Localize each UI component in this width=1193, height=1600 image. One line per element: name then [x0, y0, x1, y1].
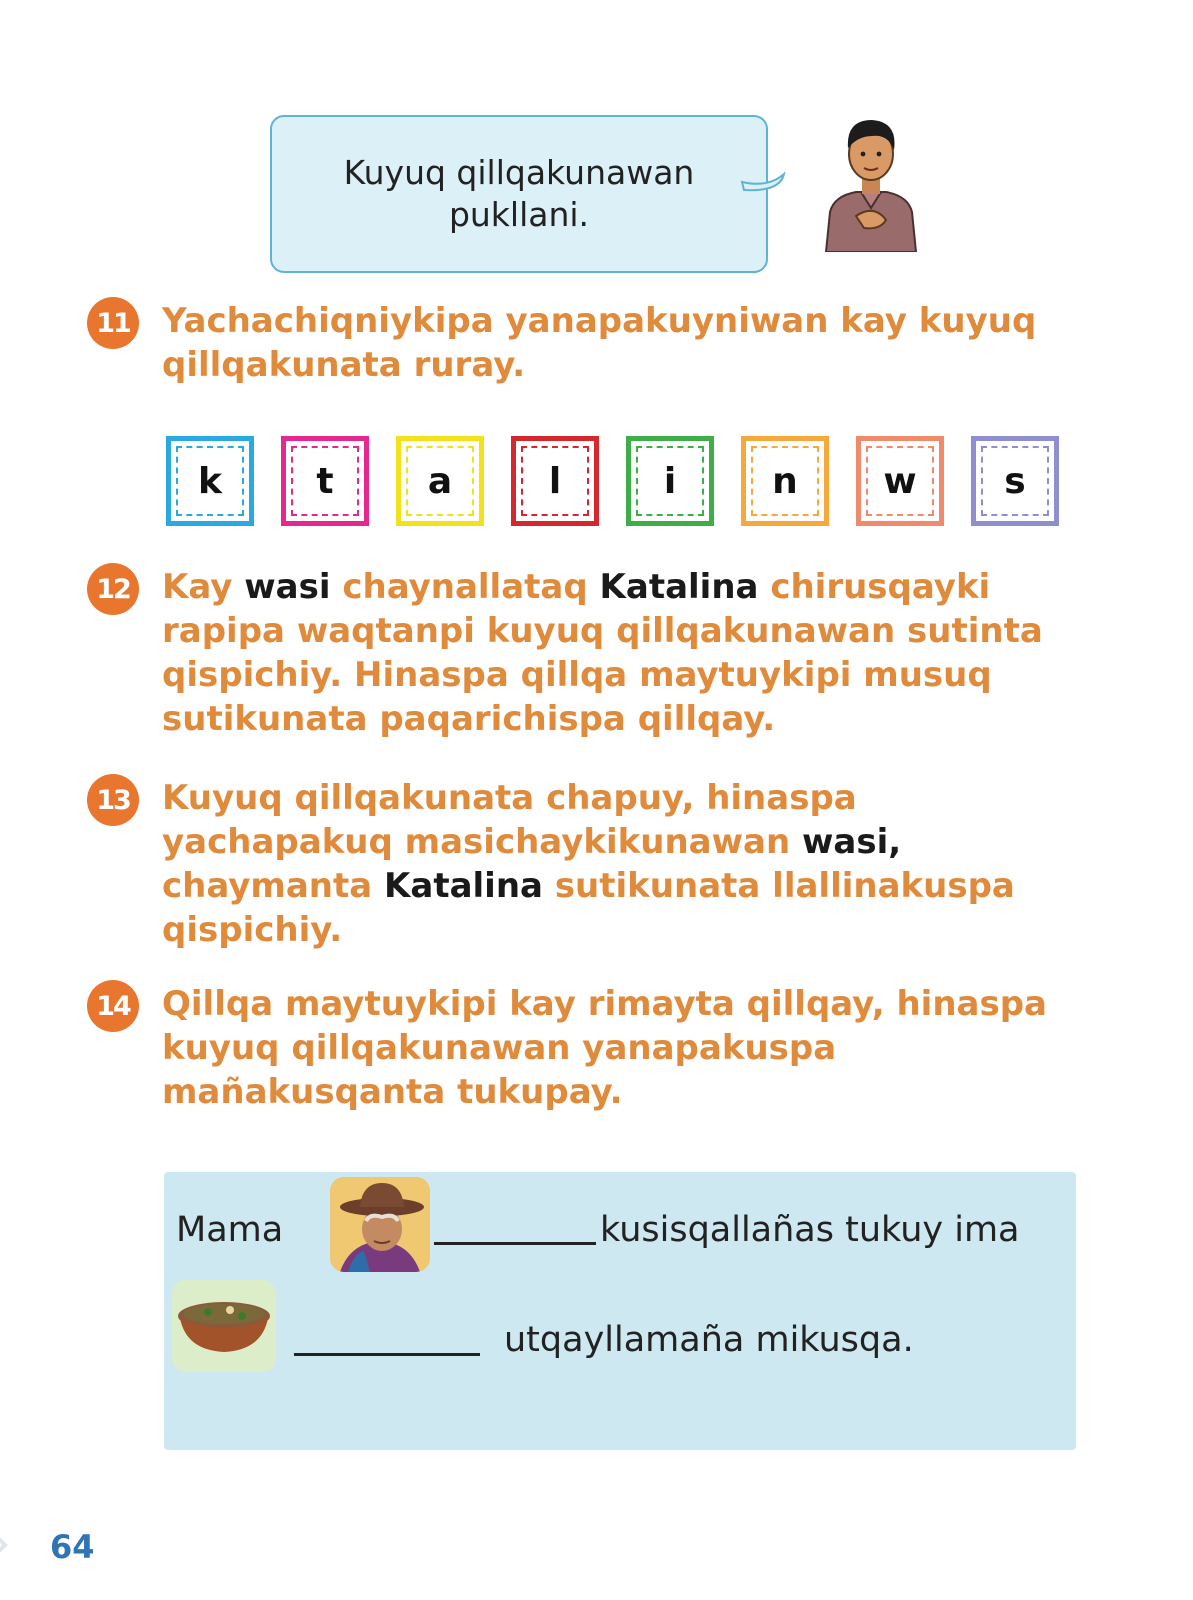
exercise-number-badge: 13 [87, 774, 139, 826]
instruction-text: chaymanta [162, 866, 385, 906]
letter-card-letter: k [198, 460, 222, 502]
letter-card [741, 436, 829, 526]
instruction-text: Kay [162, 567, 245, 607]
letter-card-letter: t [316, 460, 334, 502]
answer-blank-1[interactable] [434, 1242, 596, 1245]
soup-bowl-icon [172, 1280, 276, 1372]
exercise-14-instruction [162, 982, 1062, 1114]
exercise-number-badge: 14 [87, 980, 139, 1032]
sentence-after-blank1: kusisqallañas tukuy ima [600, 1210, 1020, 1250]
bubble-line-2: pukllani. [448, 195, 590, 234]
letter-card-letter: i [663, 460, 677, 502]
exercise-13-instruction [162, 776, 1062, 952]
soup-picture [172, 1280, 276, 1372]
letter-card-letter: s [1004, 460, 1026, 502]
keyword-text: wasi, [802, 822, 902, 862]
letter-card-letter: a [427, 460, 453, 502]
instruction-text: Kuyuq qillqakunata chapuy, hinaspa yachapakuq masichaykikunawan [162, 778, 857, 862]
letter-card [396, 436, 484, 526]
sentence-panel [164, 1172, 1076, 1450]
speech-bubble [270, 115, 768, 273]
exercise-number-badge: 12 [87, 563, 139, 615]
instruction-text: Yachachiqniykipa yanapakuyniwan kay kuyuq qillqakunata ruray. [162, 301, 1037, 385]
exercise-12-instruction [162, 565, 1062, 741]
keyword-text: Katalina [384, 866, 543, 906]
letter-cards [166, 436, 1066, 528]
grandmother-picture [330, 1177, 430, 1272]
letter-card [626, 436, 714, 526]
corner-pattern-icon [0, 1500, 40, 1590]
answer-blank-2[interactable] [294, 1353, 480, 1356]
boy-illustration [816, 112, 926, 252]
keyword-text: Katalina [599, 567, 759, 607]
page-number: 64 [50, 1528, 95, 1566]
instruction-text: chaynallataq [330, 567, 600, 607]
sentence-start: Mama [176, 1210, 284, 1250]
letter-card [166, 436, 254, 526]
letter-card-letter: l [548, 460, 562, 502]
exercise-11-instruction [162, 299, 1062, 387]
grandmother-icon [330, 1177, 430, 1272]
letter-card [971, 436, 1059, 526]
instruction-text: sutikunata llallinakuspa qispichiy. [162, 866, 1015, 950]
letter-card [281, 436, 369, 526]
exercise-number-badge: 11 [87, 297, 139, 349]
bubble-tail-icon [740, 168, 790, 198]
instruction-text: Qillqa maytuykipi kay rimayta qillqay, hinaspa kuyuq qillqakunawan yanapakuspa mañakusqanta tukupay. [162, 984, 1047, 1112]
letter-card [856, 436, 944, 526]
bubble-line-1: Kuyuq qillqakunawan [343, 153, 695, 192]
letter-card-letter: w [883, 460, 917, 502]
instruction-text: chirusqayki rapipa waqtanpi kuyuq qillqakunawan sutinta qispichiy. Hinaspa qillqa maytuykipi musuq sutikunata paqarichispa qillqay. [162, 567, 1043, 739]
letter-card-letter: n [772, 460, 798, 502]
letter-card [511, 436, 599, 526]
sentence-after-blank2: utqayllamaña mikusqa. [504, 1320, 914, 1360]
keyword-text: wasi [244, 567, 331, 607]
